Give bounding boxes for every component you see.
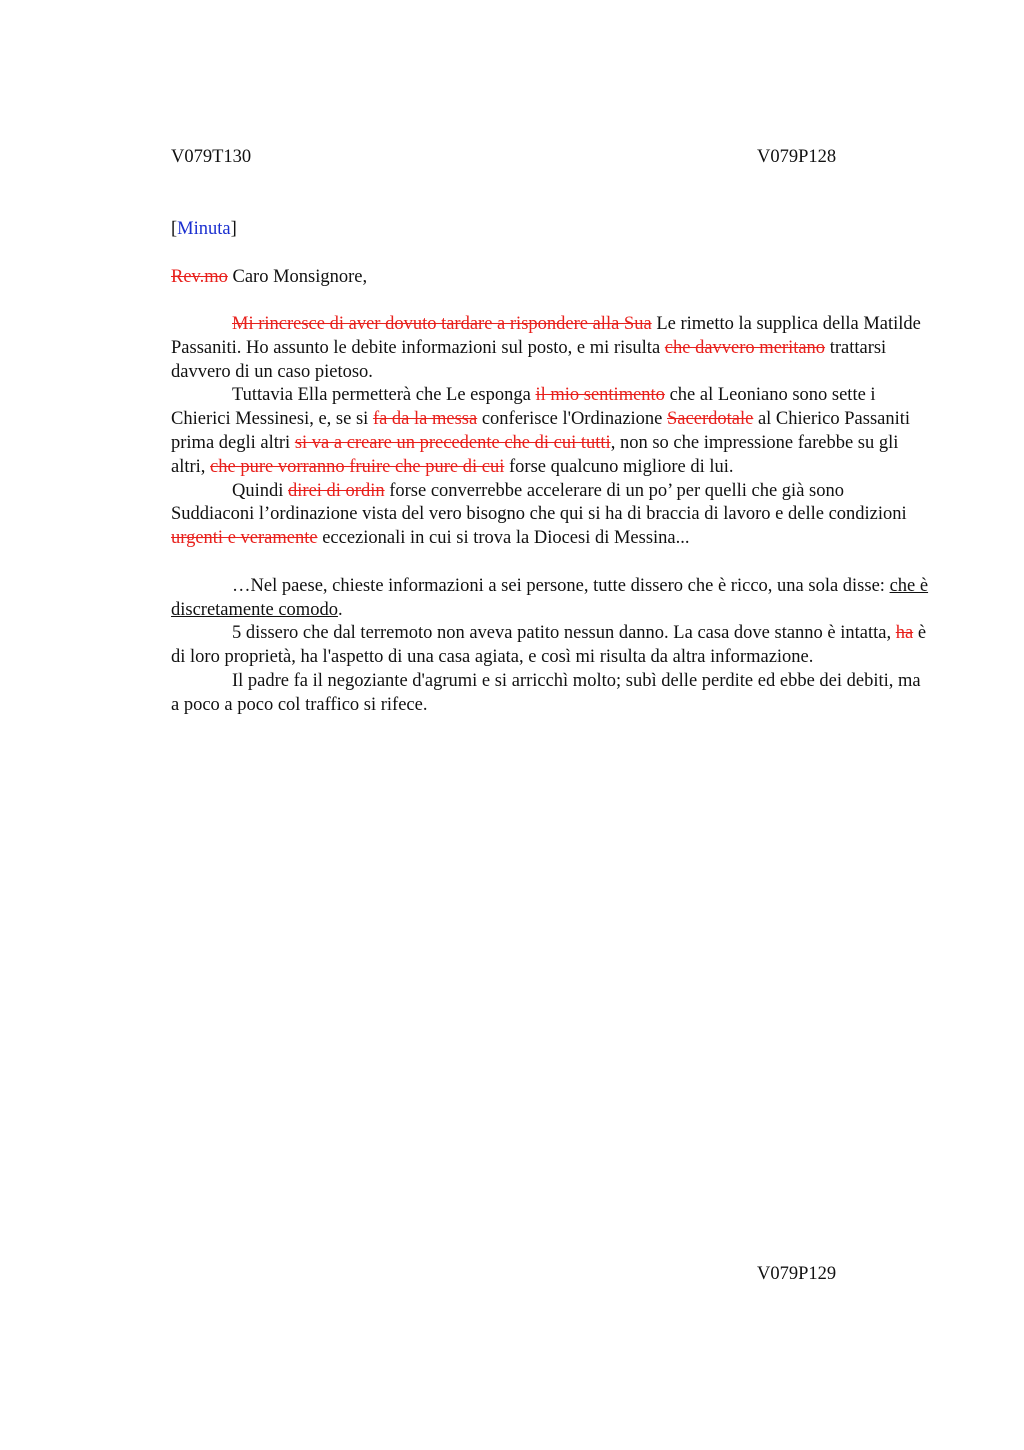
letter-body <box>171 313 931 718</box>
deleted-text: Sacerdotale <box>667 409 754 430</box>
deleted-text: il mio sentimento <box>535 385 665 406</box>
deleted-text: direi di ordin <box>288 480 385 501</box>
deleted-text: fa da la messa <box>372 409 478 430</box>
text-run: 5 dissero che dal terremoto non aveva patito nessun danno. La casa dove stanno è intatta, <box>232 623 896 644</box>
document-code-right: V079P128 <box>757 147 837 167</box>
text-run: …Nel paese, chieste informazioni a sei persone, tutte dissero che è ricco, una sola disse: <box>232 575 890 596</box>
paragraph <box>171 622 931 670</box>
salutation-text: Caro Monsignore, <box>227 267 368 287</box>
text-run: trattarsi davvero di un caso pietoso. <box>171 337 887 382</box>
salutation <box>171 267 367 288</box>
minuta-bracket-close: ] <box>230 219 237 239</box>
text-run: Il padre fa il negoziante d'agrumi e si arricchì molto; subì delle perdite ed ebbe dei debiti, ma a poco a poco col traffico si rifece. <box>171 670 921 715</box>
text-run: Quindi <box>232 480 289 501</box>
document-code-left: V079T130 <box>171 147 252 167</box>
page-number-code: V079P129 <box>757 1264 837 1284</box>
paragraph <box>171 575 931 623</box>
salutation-deleted: Rev.mo <box>171 267 228 287</box>
text-run: che al Leoniano sono sette i Chierici Messinesi, e, se si <box>171 385 876 430</box>
underlined-text: che è discretamente comodo <box>171 575 929 620</box>
paragraph <box>171 480 931 551</box>
paragraph <box>171 313 931 384</box>
text-run: conferisce l'Ordinazione <box>477 409 668 430</box>
deleted-text: urgenti e veramente <box>171 528 318 549</box>
deleted-text: si va a creare un precedente che di cui tutti <box>294 432 611 453</box>
minuta-text: Minuta <box>177 219 231 239</box>
text-run: forse qualcuno migliore di lui. <box>504 456 734 477</box>
text-run: forse converrebbe accelerare di un po’ per quelli che già sono Suddiaconi l’ordinazione vista del vero bisogno che qui si ha di braccia di lavoro e delle condizioni <box>171 480 907 525</box>
minuta-bracket-open: [ <box>171 219 178 239</box>
paragraph <box>171 384 931 479</box>
text-run: è di loro proprietà, ha l'aspetto di una casa agiata, e così mi risulta da altra informazione. <box>171 623 927 668</box>
deleted-text: che davvero meritano <box>664 337 826 358</box>
deleted-text: che pure vorranno fruire che pure di cui <box>210 456 505 477</box>
minuta-label <box>171 219 237 240</box>
deleted-text: Mi rincresce di aver dovuto tardare a rispondere alla Sua <box>232 314 652 334</box>
text-run: eccezionali in cui si trova la Diocesi di Messina... <box>317 528 690 549</box>
paragraph <box>171 670 931 718</box>
deleted-text: ha <box>895 623 914 644</box>
text-run: al Chierico Passaniti prima degli altri <box>171 409 911 453</box>
text-run: , non so che impressione farebbe su gli altri, <box>171 432 899 477</box>
text-run: . <box>337 599 343 620</box>
text-run: Le rimetto la supplica della Matilde Passaniti. Ho assunto le debite informazioni sul posto, e mi risulta <box>171 314 921 358</box>
text-run: Tuttavia Ella permetterà che Le esponga <box>232 385 536 406</box>
